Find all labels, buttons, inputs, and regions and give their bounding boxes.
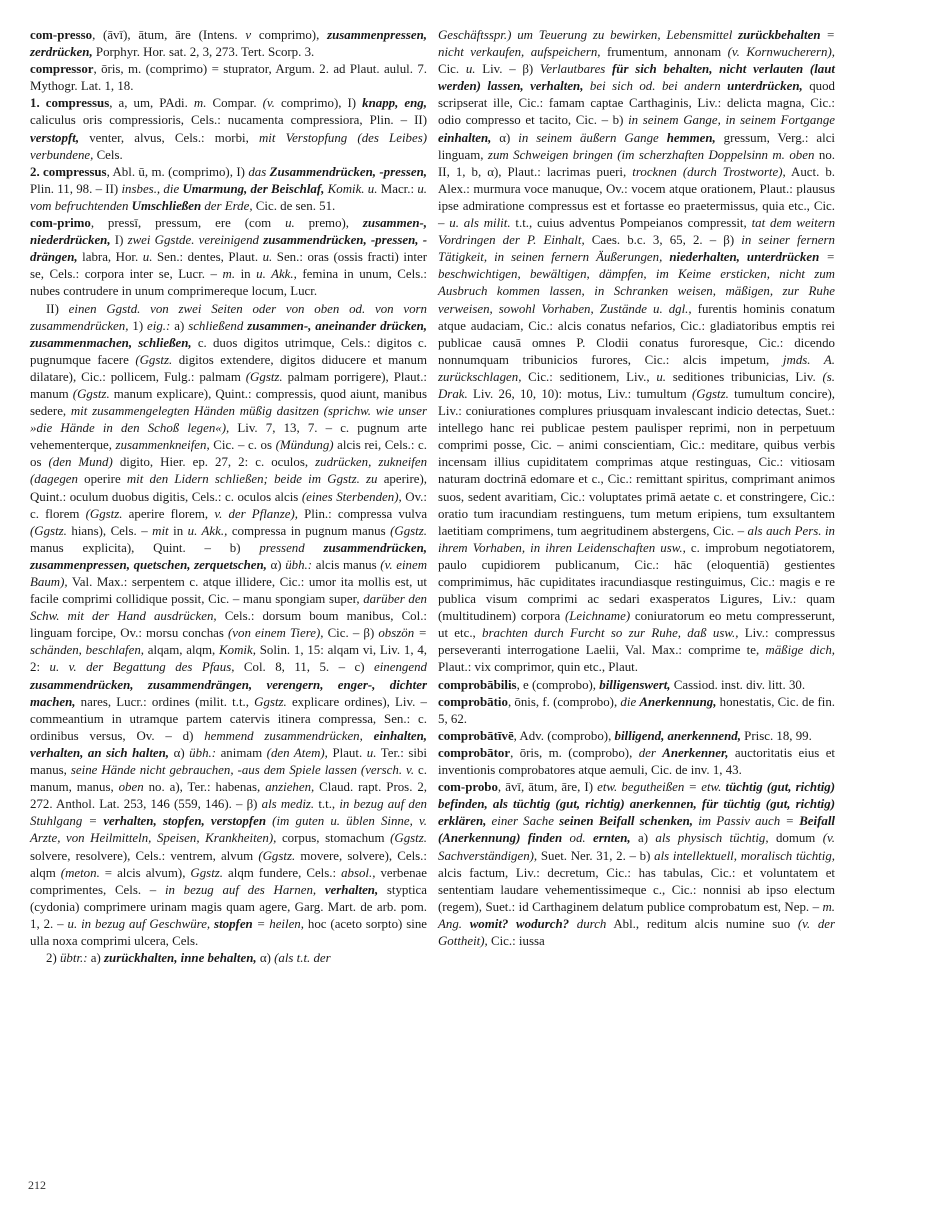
gloss: m. bbox=[222, 267, 236, 282]
entry-text: digitos extendere, digitos diducere et manum dilatare), Cic.: pollicem, Fulg.: palmam bbox=[30, 352, 427, 384]
gloss: u. bbox=[656, 369, 667, 384]
translation: verhalten, stopfen, verstopfen bbox=[103, 814, 267, 829]
gloss: darüber den Schw. mit der Hand ausdrücken, bbox=[30, 592, 427, 624]
translation: Anerkenner, bbox=[662, 745, 729, 760]
gloss: anziehen, bbox=[265, 780, 315, 795]
entry-text: Cic.: iussa bbox=[487, 933, 545, 948]
gloss: tat dem weitern Vordringen der P. Einhalt, bbox=[438, 216, 836, 248]
translation: zusammendrücken, -pressen, -drängen, bbox=[30, 233, 427, 265]
entry-text: Sen.: dentes, Plaut. bbox=[152, 250, 263, 265]
entry-text: explicare ordines), Liv. – commeantium in utramque partem catervis itinera compressa, Sen.: c. ordinibus versus, Ov. – d) bbox=[30, 694, 427, 743]
entry-text: manum explicare), Quint.: compressis, quod aiunt, manibus sedere, bbox=[30, 386, 427, 419]
gloss: v. der Pflanze), bbox=[214, 506, 298, 521]
entry-text: Cels.: dorsum boum manibus, Col.: linguam forcipe, Ov.: morsu conchas bbox=[30, 609, 427, 641]
entry-text: t.t., bbox=[314, 797, 340, 812]
gloss: m. bbox=[193, 96, 207, 111]
gloss: zwei Ggstde. vereinigend bbox=[127, 233, 264, 248]
gloss: = beschwichtigen, bewältigen, dämpfen, im Keime ersticken, nicht zum Ausbruch kommen lassen, in Schranken weisen, mäßigen, zur Ruhe verweisen, sowohl Vorhaben, Zustände u. dgl., bbox=[438, 250, 835, 316]
gloss: = heilen, bbox=[252, 916, 304, 931]
entry-text: II) bbox=[46, 301, 69, 316]
entry-text: α) bbox=[169, 745, 190, 760]
entry-text: Macr.: bbox=[377, 181, 418, 196]
gloss: (als t.t. der bbox=[274, 951, 331, 966]
gloss: Verlautbares bbox=[539, 62, 613, 77]
entry-text: α) bbox=[491, 130, 519, 145]
gloss: eig.: bbox=[147, 318, 171, 333]
entry-text: no. II, 1, b, α), Plaut.: lacrimas pueri, bbox=[438, 147, 835, 179]
entry-text: Liv. 7, 13, 7. – c. pugnum arte vehementerque, bbox=[30, 421, 427, 453]
gloss: u. bbox=[465, 62, 476, 77]
headword: comprobātio bbox=[438, 694, 508, 709]
translation: verstopft, bbox=[30, 130, 80, 145]
gloss: (Mündung) bbox=[275, 438, 334, 453]
entry-text: aperire florem, bbox=[122, 506, 215, 521]
translation: einhalten, verhalten, an sich halten, bbox=[30, 728, 428, 760]
gloss: als auch Pers. in ihrem Vorhaben, in ihren Leidenschaften usw., bbox=[438, 523, 835, 555]
gloss: durch bbox=[569, 916, 607, 931]
gloss: in seinem äußern Gange bbox=[518, 130, 667, 145]
entry-text: alcis factum, Liv.: decretum, Cic.: has tabulas, Cic.: et voluntatem et sententiam laudare vehementissimeque c., Cic.: nonnisi ab ipso electum (regem), Suet.: id Carthaginem delatum publice comprobatum est, Nep. – bbox=[438, 865, 835, 914]
translation: für sich behalten, nicht verlauten (laut werden) lassen, verhalten, bbox=[438, 62, 835, 94]
entry-text: Compar. bbox=[206, 96, 263, 111]
gloss: = nicht verkaufen, aufspeichern, bbox=[438, 28, 836, 60]
dictionary-entry bbox=[30, 61, 427, 95]
entry-text: , ōnis, f. (comprobo), bbox=[507, 694, 621, 709]
entry-text: quod scripserat ille, Cic.: famam captae Carthaginis, Liv.: delicta magna, Cic.: odio compresso et tacito, Cic. – b) bbox=[438, 79, 836, 128]
entry-text: a) bbox=[87, 951, 105, 966]
translation: ernten, bbox=[593, 831, 631, 846]
entry-text: Plin.: compressa vulva bbox=[297, 506, 428, 521]
gloss: einengend bbox=[374, 660, 427, 675]
gloss: Komik. u. bbox=[324, 181, 378, 196]
translation: verhalten, bbox=[324, 882, 379, 897]
gloss: als intellektuell, moralisch tüchtig, bbox=[654, 848, 835, 863]
dictionary-entry bbox=[30, 95, 427, 163]
translation: womit? wodurch? bbox=[469, 916, 570, 931]
entry-text: Auct. b. Alex.: murmura voce manuque, Ov.: vocem atque orationem, Plaut.: plausus ipse admiratione compressus est et fortasse eo praetermissus, quia etc., Cic. – bbox=[438, 164, 835, 231]
entry-text: premo), bbox=[294, 216, 363, 231]
gloss: (v. Kornwucherern), bbox=[727, 45, 835, 60]
translation: niederhalten, unterdrücken bbox=[669, 250, 820, 265]
gloss: der Erde, bbox=[201, 198, 253, 213]
gloss: od. bbox=[562, 831, 593, 846]
entry-text: , Adv. (comprobo), bbox=[513, 728, 615, 743]
entry-text: verbenae comprimentes, Cels. – bbox=[30, 865, 427, 897]
gloss: pressend bbox=[259, 540, 324, 555]
translation: unterdrücken, bbox=[727, 79, 803, 94]
entry-text: a) bbox=[170, 318, 189, 333]
gloss: (v. Sachverständigen), bbox=[438, 831, 835, 863]
gloss: u. bbox=[262, 250, 273, 265]
entry-text: aperire), Quint.: oculum duobus digitis, Cels.: c. oculos alcis bbox=[30, 472, 428, 504]
entry-text: palmam porrigere), Plaut.: manum bbox=[30, 369, 427, 401]
gloss: Komik, bbox=[219, 643, 256, 658]
entry-text: Porphyr. Hor. sat. 2, 3, 273. Tert. Scorp. 3. bbox=[92, 45, 315, 60]
entry-text: solvere, resolvere), Cels.: ventrem, alvum bbox=[30, 848, 259, 863]
entry-text: frumentum, annonam bbox=[600, 45, 728, 60]
translation: stopfen bbox=[214, 916, 253, 931]
headword: comprobābilis bbox=[438, 677, 517, 692]
translation: zusammen-, niederdrücken, bbox=[30, 216, 427, 248]
gloss: mäßige dich, bbox=[765, 643, 835, 658]
entry-text: Cic. – c. os bbox=[209, 438, 276, 453]
entry-text: = alcis alvum), bbox=[99, 865, 191, 880]
gloss: (Ggstz. bbox=[258, 848, 296, 863]
entry-text: Ter.: sibi manus, bbox=[30, 745, 428, 778]
translation: hemmen, bbox=[666, 130, 716, 145]
headword: com-primo bbox=[30, 216, 91, 231]
entry-text: t.t., cuius adventus Pompeianos compressit, bbox=[510, 216, 752, 231]
left-column bbox=[30, 27, 427, 967]
entry-text: manus explicita), Quint. – b) bbox=[30, 540, 260, 555]
entry-text: venter, alvus, Cels.: morbi, bbox=[79, 130, 259, 145]
gloss: jmds. A. zurückschlagen, bbox=[438, 352, 835, 384]
gloss: (im guten u. üblen Sinne, v. Arzte, von Heilmitteln, Speisen, Krankheiten), bbox=[30, 814, 427, 846]
gloss: schließend bbox=[188, 318, 248, 333]
gloss: zum Schweigen bringen (im scherzhaften Doppelsinn m. oben bbox=[487, 147, 815, 162]
gloss: die bbox=[620, 694, 640, 709]
entry-text: alcis manus bbox=[312, 557, 381, 572]
gloss: u. in bezug auf Geschwüre, bbox=[67, 916, 215, 931]
entry-text: Plaut.: vix comprimor, quin etc., Plaut. bbox=[438, 660, 638, 675]
gloss: (Ggstz. bbox=[390, 831, 427, 846]
translation: zusammen-, aneinander drücken, zusammenmachen, schließen, bbox=[30, 318, 427, 350]
entry-text: styptica (cydonia) comprimere urinam magis quam agere, Garg. Mart. de arb. pom. 1, 2. – bbox=[30, 882, 427, 931]
translation: billigend, anerkennend, bbox=[614, 728, 741, 743]
entry-text: Liv. – β) bbox=[475, 62, 540, 77]
gloss: übh.: bbox=[189, 745, 217, 760]
entry-text: comprimo), I) bbox=[274, 96, 363, 111]
translation: zusammenpressen, zerdrücken, bbox=[30, 28, 427, 60]
entry-text: alcis rei, Cels.: c. os bbox=[30, 438, 427, 470]
translation: zusammendrücken, zusammendrängen, verengern, enger-, dichter machen, bbox=[30, 677, 427, 709]
entry-text: tumultum concire), Liv.: coniurationes complures priusquam invalescant indicio detectas, Suet.: intellego hanc rei publicae pestem paulisper reprimi, non in perpetuum comprimi posse, Cic. – animi conscientiam, Cic.: meditare, quibus verbis incensam illius cupiditatem comprimas atque restinguas, Cic.: vitiosam naturam doctrinā edomare et c., Cic.: remittant spiritus, comprimant animos suos, sedent avaritiam, Cic.: voluptates primā aetate c. et constringere, Cic.: oratio tum iracundiam restinguens, tum metum eripiens, tum exsultantem laetitiam comprimens, tum aegritudinem abstergens, Cic. – bbox=[438, 386, 835, 538]
entry-text: furentis hominis conatum atque audaciam, Cic.: alcis conatus nefarios, Cic.: gladiatoribus emptis rei publicae causā omnes P. Clodii conatus furoresque, Cic.: dicendo nonnumquam tribunicios furores, Cic.: alcis impetum, bbox=[438, 301, 835, 367]
gloss: im Passiv auch = bbox=[693, 814, 800, 829]
gloss: das bbox=[248, 164, 270, 179]
gloss: Ggstz. bbox=[254, 694, 287, 709]
gloss: übtr.: bbox=[59, 951, 88, 966]
gloss: v bbox=[245, 28, 252, 42]
gloss: als physisch tüchtig, bbox=[655, 831, 769, 846]
gloss: (meton. bbox=[60, 865, 100, 880]
gloss: mit den Lidern schließen; beide im Ggstz. zu bbox=[126, 472, 378, 487]
entry-text: femina in unum, Cels.: nubes contrudere in unum comprimereque locum, Lucr. bbox=[30, 267, 428, 299]
gloss: (eines Sterbenden), bbox=[301, 489, 402, 504]
dictionary-entry bbox=[438, 745, 835, 779]
gloss: übh.: bbox=[285, 557, 313, 572]
gloss: brachten durch Furcht so zur Ruhe, daß usw., bbox=[482, 626, 739, 641]
translation: einhalten, bbox=[438, 130, 492, 145]
entry-text: operire bbox=[77, 472, 127, 487]
gloss: Geschäftsspr.) um Teuerung zu bewirken, Lebensmittel bbox=[438, 28, 739, 42]
entry-text: I) bbox=[110, 233, 128, 248]
gloss: (v. bbox=[262, 96, 275, 111]
translation: zurückbehalten bbox=[738, 28, 821, 42]
headword: compressor bbox=[30, 62, 94, 77]
entry-text: Suet. Ner. 31, 2. – b) bbox=[537, 848, 655, 863]
entry-text: Ov.: c. florem bbox=[30, 489, 427, 521]
entry-text: Val. Max.: serpentem c. atque illidere, Cic.: umor ita mollis est, ut facile comprimi collidique possit, Cic. – manu spongiam super, bbox=[30, 575, 427, 607]
entry-text: Cels. bbox=[93, 147, 123, 162]
gloss: Ggstz. bbox=[190, 865, 224, 880]
entry-text: Abl., reditum alcis numine suo bbox=[606, 916, 798, 931]
gloss: u. als milit. bbox=[449, 216, 511, 231]
entry-text: Plaut. bbox=[327, 745, 367, 760]
entry-text: Sen.: oras (ossis fracti) inter se, Cels.: corpora inter se, Lucr. – bbox=[30, 250, 427, 282]
gloss: in bezug auf den Stuhlgang = bbox=[30, 797, 427, 829]
gloss: seine Hände nicht gebrauchen, -aus dem Spiele lassen (versch. v. bbox=[70, 763, 415, 778]
entry-text: movere, solvere), Cels.: alqm bbox=[30, 848, 427, 880]
gloss: (Ggstz. bbox=[72, 386, 110, 401]
gloss: u. vom befruchtenden bbox=[30, 181, 427, 213]
entry-text: alqm fundere, Cels.: bbox=[223, 865, 342, 880]
gloss: als mediz. bbox=[261, 797, 315, 812]
entry-text: Solin. 1, 15: alqam vi, Liv. 1, 4, 2: bbox=[30, 643, 428, 675]
entry-text: compressa in pugnum manus bbox=[227, 523, 391, 538]
gloss: (den Atem), bbox=[266, 745, 328, 760]
translation: billigenswert, bbox=[599, 677, 671, 692]
gloss: m. Ang. bbox=[438, 899, 835, 931]
entry-text: α) bbox=[256, 951, 275, 966]
entry-text: , (āvī), ātum, āre (Intens. bbox=[92, 28, 246, 42]
entry-paragraph bbox=[30, 301, 427, 951]
gloss: u. Akk., bbox=[256, 267, 297, 282]
translation: Zusammendrücken, -pressen, bbox=[269, 164, 428, 179]
entry-text: , ōris, m. (comprobo), bbox=[510, 745, 639, 760]
headword: 2. compressus bbox=[30, 164, 107, 179]
entry-text: labra, Hor. bbox=[77, 250, 143, 265]
entry-text: honestatis, Cic. de fin. 5, 62. bbox=[438, 694, 835, 726]
gloss: oben bbox=[118, 780, 144, 795]
dictionary-entry bbox=[438, 694, 835, 728]
gloss: (Leichname) bbox=[564, 609, 631, 624]
headword: 1. compressus bbox=[30, 96, 110, 111]
gloss: einen Ggstd. von zwei Seiten oder von oben od. von vorn zusammendrücken, bbox=[30, 301, 427, 333]
entry-text: Liv.: compressus perseveranti interrogatione Laelii, Val. Max.: comprime te, bbox=[438, 626, 835, 658]
gloss: trocknen (durch Trostworte), bbox=[632, 164, 786, 179]
dictionary-entry bbox=[30, 164, 427, 215]
entry-text: hoc (aceto sorpto) sine ulla noxa comprimi ulcera, Cels. bbox=[30, 916, 428, 948]
translation: tüchtig (gut, richtig) befinden, als tüchtig (gut, richtig) anerkennen, für tüchtig (gut, richtig) erklären, bbox=[438, 780, 836, 829]
gloss: (den Mund) bbox=[48, 455, 113, 470]
headword: comprobātor bbox=[438, 745, 511, 760]
gloss: in seinem Gange, in seinem Fortgange bbox=[628, 113, 835, 128]
entry-text: Cic. – β) bbox=[323, 626, 379, 641]
entry-text: c. manum, manus, bbox=[30, 763, 427, 795]
entry-text: coniuratorum eo metu compresserunt, ut etc., bbox=[438, 609, 836, 641]
dictionary-entry bbox=[438, 728, 835, 745]
entry-text: Cic. bbox=[438, 62, 466, 77]
gloss: der bbox=[638, 745, 663, 760]
entry-text: caliculus oris compressioris, Cels.: nucamenta compressiora, Plin. – II) bbox=[30, 113, 427, 128]
entry-text: , ōris, m. (comprimo) = stuprator, Argum. 2. ad Plaut. aulul. 7. Mythogr. Lat. 1, 18. bbox=[30, 62, 427, 94]
translation: Beifall (Anerkennung) finden bbox=[438, 814, 836, 846]
gloss: einer Sache bbox=[486, 814, 560, 829]
dictionary-entry bbox=[30, 215, 427, 300]
gloss: obszön = schänden, beschlafen, bbox=[30, 626, 427, 658]
gloss: (Ggstz. bbox=[30, 523, 67, 538]
entry-text: , āvī, ātum, āre, I) bbox=[497, 780, 598, 795]
entry-text: 2) bbox=[46, 951, 60, 966]
gloss: (Ggstz. bbox=[390, 523, 427, 538]
gloss: u. bbox=[142, 250, 153, 265]
entry-text: auctoritatis eius et inventionis comprobatores atque aemuli, Cic. de inv. 1, 43. bbox=[438, 745, 835, 778]
translation: zurückhalten, inne behalten, bbox=[104, 951, 257, 966]
gloss: u. bbox=[285, 216, 295, 231]
entry-text: no. a), Ter.: habenas, bbox=[143, 780, 266, 795]
entry-paragraph bbox=[30, 950, 427, 967]
translation: seinen Beifall schenken, bbox=[559, 814, 694, 829]
right-column bbox=[438, 27, 835, 950]
entry-text: gressum, Verg.: alci linguam, bbox=[438, 130, 835, 162]
gloss: bei sich od. bei andern bbox=[583, 79, 728, 94]
gloss: etw. begutheißen = etw. bbox=[597, 780, 726, 795]
translation: Umarmung, der Beischlaf, bbox=[182, 181, 325, 196]
entry-text: hians), Cels. – bbox=[66, 523, 153, 538]
gloss: mit zusammengelegten Händen müßig dasitzen (sprichw. wie unser »die Hände in den Schoß legen«), bbox=[30, 404, 427, 436]
entry-text: Cic.: seditionem, Liv., bbox=[521, 369, 657, 384]
entry-text: in bbox=[235, 267, 257, 282]
translation: zusammendrücken, zusammenpressen, quetschen, zerquetschen, bbox=[30, 540, 427, 572]
entry-text: corpus, stomachum bbox=[276, 831, 391, 846]
gloss: (s. Drak. bbox=[438, 369, 835, 401]
gloss: in seiner fernern Tätigkeit, in seinen fernern Äußerungen, bbox=[438, 233, 835, 265]
dictionary-entry bbox=[438, 677, 835, 694]
entry-text: , a, um, PAdi. bbox=[109, 96, 194, 111]
gloss: insbes., die bbox=[121, 181, 183, 196]
entry-text: digito, Hier. ep. 27, 2: c. oculos, bbox=[112, 455, 316, 470]
gloss: in bezug auf des Harnen, bbox=[164, 882, 325, 897]
gloss: (Ggstz. bbox=[85, 506, 123, 521]
entry-text: 1) bbox=[128, 318, 148, 333]
entry-text: Claud. rapt. Pros. 2, 272. Anthol. Lat. 253, 146 (559, 146). – β) bbox=[30, 780, 428, 812]
entry-text: Cic. de sen. 51. bbox=[252, 198, 336, 213]
gloss: (Ggstz. bbox=[691, 386, 729, 401]
gloss: (von einem Tiere), bbox=[228, 626, 324, 641]
gloss: hemmend zusammendrücken, bbox=[204, 728, 374, 743]
gloss: (Ggstz. bbox=[245, 369, 283, 384]
translation: knapp, eng, bbox=[362, 96, 427, 111]
gloss: u. bbox=[366, 745, 377, 760]
entry-text: , pressī, pressum, ere (com bbox=[90, 216, 286, 231]
gloss: (Ggstz. bbox=[135, 352, 173, 367]
headword: comprobātīvē bbox=[438, 728, 514, 743]
gloss: mit Verstopfung (des Leibes) verbundene, bbox=[30, 130, 428, 162]
gloss: mit bbox=[152, 523, 169, 538]
entry-text: a) bbox=[630, 831, 656, 846]
entry-text: α) bbox=[266, 557, 286, 572]
entry-text: c. improbum negotiatorem, paulo cupidiorem publicanum, Cic.: hāc (eloquentiā) gestientes comprimimus, hāc cupiditates iracundiasque restinguimus, Cic.: magis e re publica visum comprimi ac sedari exasperatos Ligures, Liv.: quam (multitudinem) corpora bbox=[438, 540, 835, 624]
gloss: u. v. der Begattung des Pfaus, bbox=[49, 660, 235, 675]
entry-text: comprimo), bbox=[251, 28, 328, 42]
entry-text: Prisc. 18, 99. bbox=[740, 728, 812, 743]
dictionary-entry bbox=[30, 27, 427, 61]
entry-text: Cassiod. inst. div. litt. 30. bbox=[670, 677, 806, 692]
entry-text: , Abl. ū, m. (comprimo), I) bbox=[106, 164, 249, 179]
entry-text: nares, Lucr.: ordines (milit. t.t., bbox=[75, 694, 255, 709]
gloss: (v. der Gottheit), bbox=[438, 916, 836, 948]
entry-continuation bbox=[438, 27, 835, 677]
entry-text: Caes. b.c. 3, 65, 2. – β) bbox=[584, 233, 742, 248]
translation: Umschließen bbox=[131, 198, 202, 213]
gloss: (v. einem Baum), bbox=[30, 557, 428, 589]
entry-text: , e (comprobo), bbox=[516, 677, 600, 692]
entry-text: Plin. 11, 98. – II) bbox=[30, 181, 122, 196]
page-number: 212 bbox=[28, 1178, 46, 1192]
dictionary-entry bbox=[438, 779, 835, 950]
headword: com-presso bbox=[30, 28, 93, 42]
gloss: u. Akk., bbox=[187, 523, 228, 538]
entry-text: seditiones tribunicias, Liv. bbox=[666, 369, 823, 384]
gloss: absol., bbox=[341, 865, 376, 880]
entry-text: in bbox=[168, 523, 188, 538]
gloss: zusammenkneifen, bbox=[115, 438, 210, 453]
entry-text: Liv. 26, 10, 10): motus, Liv.: tumultum bbox=[467, 386, 692, 401]
entry-text: animam bbox=[216, 745, 267, 760]
entry-text: domum bbox=[768, 831, 823, 846]
entry-text: c. duos digitos utrimque, Cels.: digitos c. pugnumque facere bbox=[30, 335, 427, 367]
entry-text: Col. 8, 11, 5. – c) bbox=[234, 660, 374, 675]
headword: com-probo bbox=[438, 780, 498, 795]
translation: Anerkennung, bbox=[639, 694, 717, 709]
entry-text: alqam, alqm, bbox=[144, 643, 220, 658]
gloss: zudrücken, zukneifen (dagegen bbox=[30, 455, 428, 487]
